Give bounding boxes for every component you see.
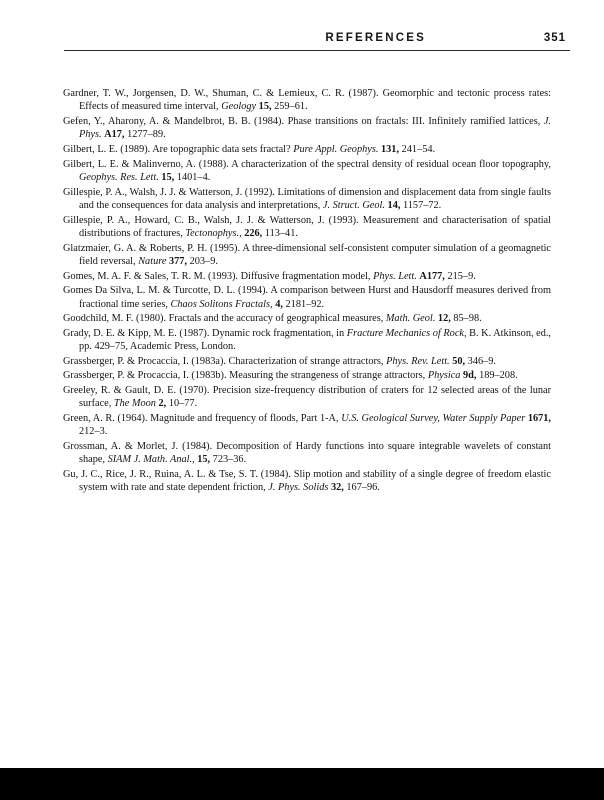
ref-authors: Greeley, R. & Gault, D. E. (1970). [63, 384, 210, 396]
ref-title: A characterization of the spectral density of residual ocean floor topography, [231, 158, 551, 170]
ref-volume: 9d, [463, 370, 477, 382]
ref-title: Fractals and the accuracy of geographical measures, [168, 313, 384, 325]
ref-volume: 12, [437, 313, 451, 325]
ref-authors: Gomes, M. A. F. & Sales, T. R. M. (1993). [63, 270, 238, 282]
ref-authors: Green, A. R. (1964). [63, 412, 148, 424]
ref-pages: 346–9. [467, 355, 496, 367]
ref-pages: B. K. Atkinson, ed., pp. 429–75, Academic Press, London. [79, 327, 551, 353]
ref-journal: Physica [427, 370, 461, 382]
ref-pages: 1157–72. [403, 200, 442, 211]
ref-journal: Tectonophys., [185, 228, 242, 239]
ref-title: Phase transitions on fractals: III. Infinitely ramified lattices, [287, 116, 541, 127]
ref-volume: 50, [452, 355, 466, 367]
ref-title: Decomposition of Hardy functions into square integrable wavelets of constant shape, [79, 440, 552, 466]
ref-journal: U.S. Geological Survey, Water Supply Paper [341, 412, 526, 424]
ref-title: Geomorphic and tectonic process rates: Effects of measured time interval, [79, 88, 552, 113]
ref-authors: Gefen, Y., Aharony, A. & Mandelbrot, B. B. (1984). [63, 116, 285, 127]
ref-journal: J. Struct. Geol. [322, 200, 385, 211]
ref-journal: Geology [221, 101, 257, 113]
reference-entry [63, 468, 551, 495]
ref-volume: 15, [197, 454, 211, 466]
ref-authors: Grassberger, P. & Procaccia, I. (1983b). [63, 370, 227, 382]
reference-entry [63, 214, 551, 241]
running-head [0, 28, 604, 48]
ref-journal: Fracture Mechanics of Rock, [346, 327, 467, 339]
reference-entry [63, 270, 551, 283]
ref-volume: 32, [330, 482, 344, 494]
ref-journal: Phys. Lett. [373, 270, 417, 282]
ref-authors: Grassberger, P. & Procaccia, I. (1983a). [63, 355, 226, 367]
reference-entry [63, 369, 551, 382]
ref-pages: 723–36. [212, 454, 247, 466]
ref-journal: Chaos Solitons Fractals, [170, 298, 273, 310]
ref-journal: J. Phys. [79, 116, 551, 141]
ref-authors: Gu, J. C., Rice, J. R., Ruina, A. L. & Tse, S. T. (1984). [63, 468, 291, 480]
reference-entry [63, 115, 551, 142]
ref-pages: 10–77. [168, 398, 198, 410]
scan-bottom-edge [0, 768, 604, 800]
ref-volume: 4, [275, 298, 283, 310]
reference-entry [63, 158, 551, 185]
ref-title: A comparison between Hurst and Hausdorff measures derived from fractional time series, [79, 285, 551, 310]
reference-entry [63, 355, 551, 368]
ref-journal: The Moon [113, 398, 156, 410]
ref-pages: 2181–92. [285, 298, 325, 310]
ref-title: A three-dimensional self-consistent computer simulation of a geomagnetic field reversal, [79, 242, 552, 267]
ref-volume: 14, [387, 200, 401, 211]
ref-journal: Pure Appl. Geophys. [293, 144, 379, 155]
page-number: 351 [543, 32, 566, 44]
reference-entry [63, 242, 551, 269]
reference-entry [63, 186, 551, 213]
ref-pages: 203–9. [189, 256, 218, 267]
ref-authors: Gilbert, L. E. (1989). [63, 144, 151, 155]
ref-volume: A177, [419, 270, 445, 282]
ref-pages: 259–61. [274, 101, 308, 113]
ref-pages: 241–54. [401, 144, 436, 155]
header-rule [64, 50, 570, 51]
reference-entry [63, 87, 551, 114]
ref-journal: Geophys. Res. Lett. [79, 172, 159, 183]
ref-authors: Goodchild, M. F. (1980). [63, 313, 166, 325]
reference-entry [63, 284, 551, 311]
ref-volume: 1671, [527, 412, 551, 424]
ref-pages: 167–96. [346, 482, 380, 494]
ref-title: Characterization of strange attractors, [228, 355, 384, 367]
ref-journal: J. Phys. Solids [268, 482, 329, 494]
ref-title: Precision size-frequency distribution of craters for 12 selected areas of the lunar surface, [79, 384, 552, 410]
ref-title: Measuring the strangeness of strange attractors, [229, 370, 426, 382]
ref-pages: 189–208. [479, 370, 518, 382]
ref-pages: 85–98. [453, 313, 482, 325]
reference-entry [63, 327, 551, 354]
ref-volume: 15, [258, 101, 272, 113]
ref-volume: 2, [158, 398, 167, 410]
ref-authors: Gardner, T. W., Jorgensen, D. W., Shuman, C. & Lemieux, C. R. (1987). [63, 88, 379, 99]
ref-title: Dynamic rock fragmentation, in [212, 327, 345, 339]
ref-authors: Gomes Da Silva, L. M. & Turcotte, D. L. (1994). [63, 285, 269, 297]
ref-authors: Gillespie, P. A., Howard, C. B., Walsh, J. J. & Watterson, J. (1993). [63, 214, 359, 226]
ref-pages: 215–9. [447, 270, 476, 282]
ref-title: Limitations of dimension and displacement data from single faults and the consequences for data analysis and interpretations, [79, 186, 551, 211]
reference-entry [63, 384, 551, 411]
ref-volume: 377, [169, 256, 188, 267]
ref-journal: Phys. Rev. Lett. [386, 355, 450, 367]
reference-list [63, 87, 551, 496]
reference-entry [63, 412, 551, 439]
ref-volume: 226, [244, 228, 263, 239]
ref-pages: 1277–89. [127, 129, 166, 141]
ref-volume: A17, [104, 129, 125, 141]
running-title: REFERENCES [325, 32, 426, 44]
reference-entry [63, 143, 551, 156]
ref-volume: 15, [161, 172, 175, 183]
ref-authors: Grossman, A. & Morlet, J. (1984). [63, 440, 213, 452]
ref-journal: Nature [138, 256, 167, 267]
ref-title: Diffusive fragmentation model, [240, 270, 371, 282]
ref-pages: 113–41. [264, 228, 298, 239]
ref-authors: Glatzmaier, G. A. & Roberts, P. H. (1995). [63, 242, 241, 254]
ref-title: Measurement and characterisation of spatial distributions of fractures, [79, 214, 551, 239]
ref-title: Magnitude and frequency of floods, Part 1-A, [150, 412, 339, 424]
ref-title: Slip motion and stability of a single degree of freedom elastic system with rate and state dependent friction, [79, 468, 551, 494]
ref-authors: Grady, D. E. & Kipp, M. E. (1987). [63, 327, 210, 339]
ref-authors: Gillespie, P. A., Walsh, J. J. & Watterson, J. (1992). [63, 186, 275, 198]
ref-title: Are topographic data sets fractal? [152, 144, 291, 155]
ref-pages: 212–3. [79, 426, 108, 438]
reference-entry [63, 440, 551, 467]
ref-journal: Math. Geol. [385, 313, 436, 325]
ref-journal: SIAM J. Math. Anal., [107, 454, 195, 466]
reference-entry [63, 312, 551, 325]
ref-volume: 131, [381, 144, 400, 155]
ref-pages: 1401–4. [176, 172, 211, 183]
ref-authors: Gilbert, L. E. & Malinverno, A. (1988). [63, 158, 229, 170]
